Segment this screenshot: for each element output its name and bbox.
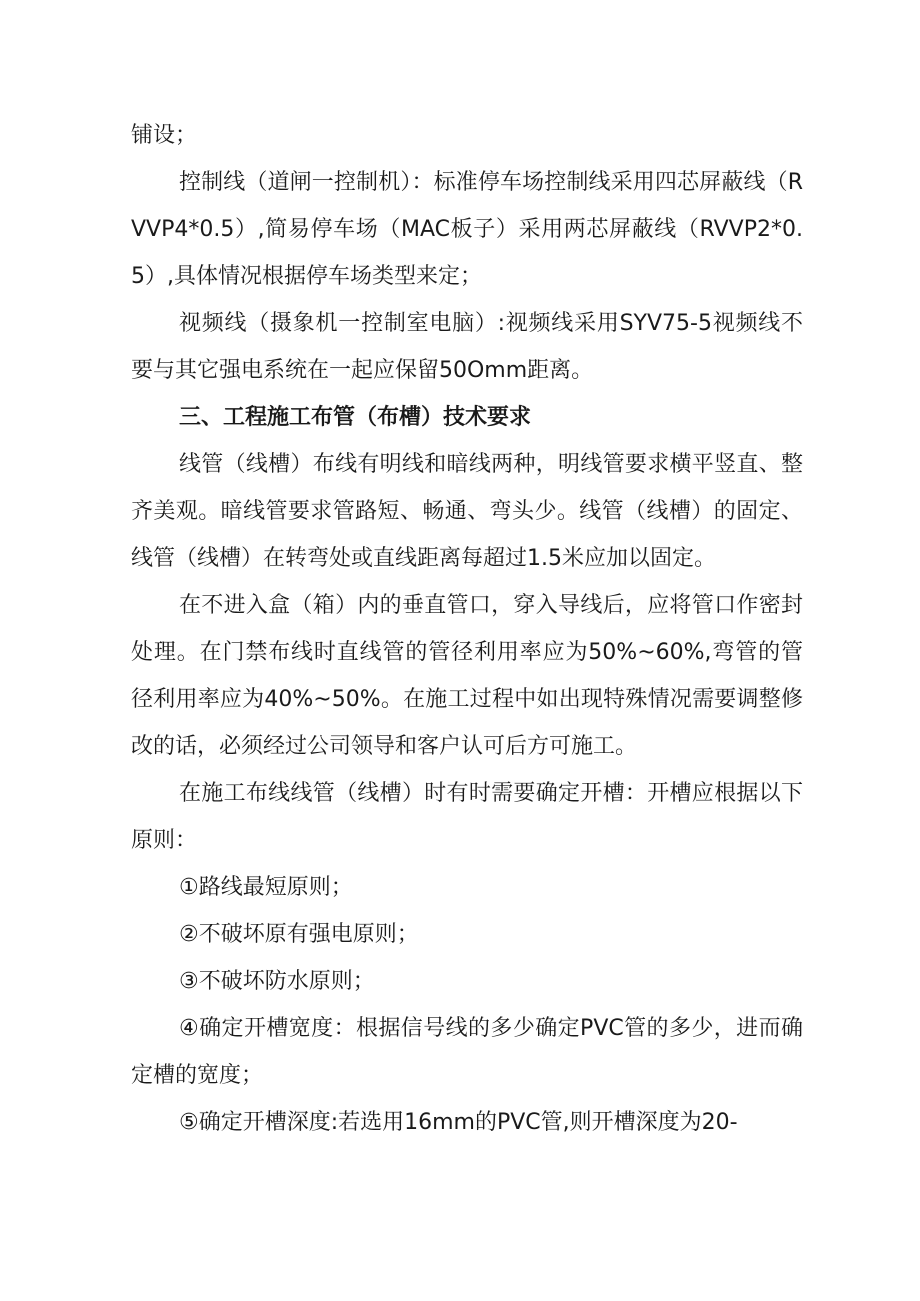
paragraph-vertical-pipe: 在不进入盒（箱）内的垂直管口，穿入导线后，应将管口作密封处理。在门禁布线时直线管的管径利用率应为50%~60%,弯管的管径利用率应为40%~50%。在施工过程中如出现特殊情况需要调整修改的话，必须经过公司领导和客户认可后方可施工。 [131, 593, 803, 759]
list-item: ⑤确定开槽深度:若选用16mm的PVC管,则开槽深度为20- [179, 1110, 738, 1135]
section-heading: 三、工程施工布管（布槽）技术要求 [179, 405, 532, 430]
paragraph-conduit-types: 线管（线槽）布线有明线和暗线两种，明线管要求横平竖直、整齐美观。暗线管要求管路短、畅通、弯头少。线管（线槽）的固定、线管（线槽）在转弯处或直线距离每超过1.5米应加以固定。 [131, 452, 803, 571]
paragraph-control-line: 控制线（道闸一控制机）：标准停车场控制线采用四芯屏蔽线（RVVP4*0.5）,简易停车场（MAC板子）采用两芯屏蔽线（RVVP2*0.5）,具体情况根据停车场类型来定； [131, 170, 803, 289]
paragraph-continuation: 铺设； [131, 123, 198, 148]
list-item: ③不破坏防水原则； [179, 969, 375, 994]
paragraph-video-line: 视频线（摄象机一控制室电脑）:视频线采用SYV75-5视频线不要与其它强电系统在一起应保留50Omm距离。 [131, 311, 803, 383]
paragraph-groove-intro: 在施工布线线管（线槽）时有时需要确定开槽：开槽应根据以下原则： [131, 781, 803, 853]
list-item: ②不破坏原有强电原则； [179, 922, 419, 947]
document-page [131, 112, 803, 1146]
list-item: ①路线最短原则； [179, 875, 353, 900]
list-item: ④确定开槽宽度：根据信号线的多少确定PVC管的多少，进而确定槽的宽度； [131, 1016, 803, 1088]
